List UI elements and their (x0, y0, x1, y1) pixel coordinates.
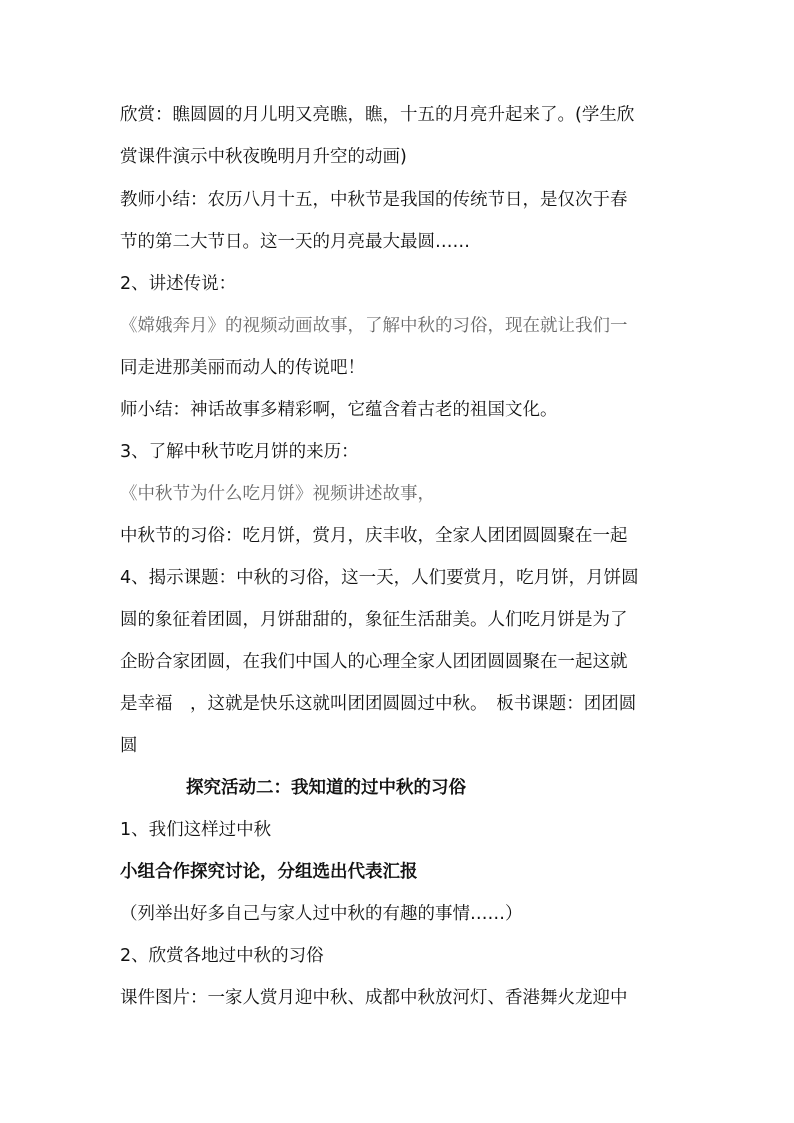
paragraph-line-16: 圆 (120, 736, 138, 756)
paragraph-line-13: 圆的象征着团圆，月饼甜甜的，象征生活甜美。人们吃月饼是为了 (120, 610, 628, 630)
paragraph-line-7: 同走进那美丽而动人的传说吧！ (120, 358, 365, 378)
paragraph-line-10: 《中秋节为什么吃月饼》视频讲述故事， (120, 484, 435, 504)
paragraph-line-4: 节的第二大节日。这一天的月亮最大最圆…… (120, 232, 470, 252)
paragraph-line-11: 中秋节的习俗：吃月饼，赏月，庆丰收，全家人团团圆圆聚在一起 (120, 526, 628, 546)
paragraph-line-1: 欣赏：瞧圆圆的月儿明又亮瞧，瞧，十五的月亮升起来了。(学生欣 (120, 105, 635, 125)
activity-heading: 探究活动二：我知道的过中秋的习俗 (186, 778, 466, 798)
paragraph-line-8: 师小结：神话故事多精彩啊，它蕴含着古老的祖国文化。 (120, 400, 558, 420)
section-heading-mooncake: 3、了解中秋节吃月饼的来历： (120, 442, 359, 462)
paragraph-line-14: 企盼合家团圆，在我们中国人的心理全家人团团圆圆聚在一起这就 (120, 652, 628, 672)
paragraph-line-15: 是幸福 ，这就是快乐这就叫团团圆圆过中秋。 板书课题：团团圆 (120, 694, 637, 714)
paragraph-line-2: 赏课件演示中秋夜晚明月升空的动画) (120, 147, 407, 167)
paragraph-line-6: 《嫦娥奔月》的视频动画故事，了解中秋的习俗，现在就让我们一 (120, 316, 628, 336)
section-heading-topic: 4、揭示课题：中秋的习俗，这一天，人们要赏月，吃月饼，月饼圆 (120, 568, 639, 588)
paragraph-line-20: （列举出好多自己与家人过中秋的有趣的事情……） (120, 904, 523, 924)
paragraph-line-3: 教师小结：农历八月十五，中秋节是我国的传统节日，是仅次于春 (120, 190, 628, 210)
group-discussion-note: 小组合作探究讨论，分组选出代表汇报 (120, 862, 418, 882)
paragraph-line-22: 课件图片：一家人赏月迎中秋、成都中秋放河灯、香港舞火龙迎中 (120, 988, 628, 1008)
section-heading-celebrate: 1、我们这样过中秋 (120, 820, 272, 840)
section-heading-legend: 2、讲述传说： (120, 274, 237, 294)
section-heading-customs: 2、欣赏各地过中秋的习俗 (120, 946, 324, 966)
